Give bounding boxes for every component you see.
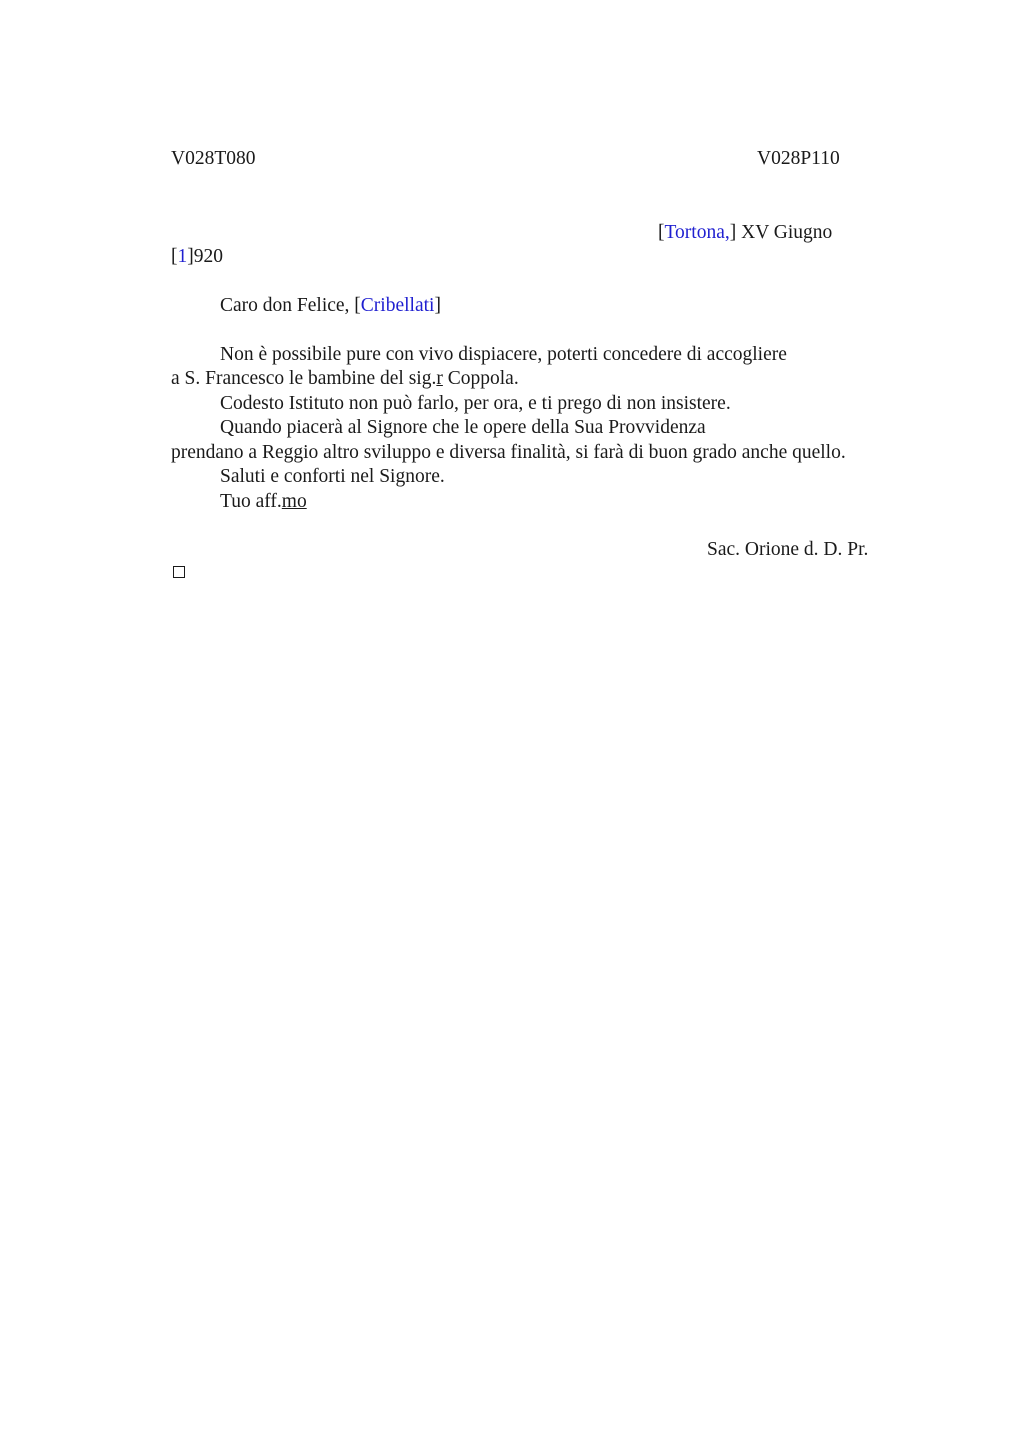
body-line-3: Codesto Istituto non può farlo, per ora, e ti prego di non insistere. <box>220 393 731 414</box>
body-line-2-abbrev: r <box>436 368 443 389</box>
year-digit: 1 <box>177 246 188 267</box>
body-line-2-b: Coppola. <box>442 368 519 389</box>
body-line-2 <box>171 369 519 389</box>
checkbox-icon <box>173 566 185 578</box>
body-line-6: Saluti e conforti nel Signore. <box>220 466 445 487</box>
year-rest: ]920 <box>187 246 223 267</box>
signature: Sac. Orione d. D. Pr. <box>707 539 869 560</box>
salutation <box>220 296 441 316</box>
document-code-right: V028P110 <box>757 148 840 169</box>
salutation-close: ] <box>434 295 441 316</box>
dateline-date: ] XV Giugno <box>729 222 833 243</box>
body-line-1: Non è possibile pure con vivo dispiacere, poterti concedere di accogliere <box>220 344 787 365</box>
year-open-bracket: [ <box>171 246 178 267</box>
closing <box>220 492 307 512</box>
closing-text: Tuo aff. <box>220 491 282 512</box>
body-line-4: Quando piacerà al Signore che le opere della Sua Provvidenza <box>220 417 706 438</box>
dateline-bracket: [ <box>658 222 665 243</box>
body-line-2-a: a S. Francesco le bambine del sig. <box>171 368 437 389</box>
closing-abbrev: mo <box>281 491 307 512</box>
dateline-year <box>171 247 223 267</box>
salutation-text: Caro don Felice, [ <box>220 295 361 316</box>
dateline-place: Tortona, <box>664 222 730 243</box>
body-line-5: prendano a Reggio altro sviluppo e diversa finalità, si farà di buon grado anche quello. <box>171 442 846 463</box>
salutation-name: Cribellati <box>360 295 435 316</box>
document-code-left: V028T080 <box>171 148 256 169</box>
dateline <box>658 223 832 243</box>
